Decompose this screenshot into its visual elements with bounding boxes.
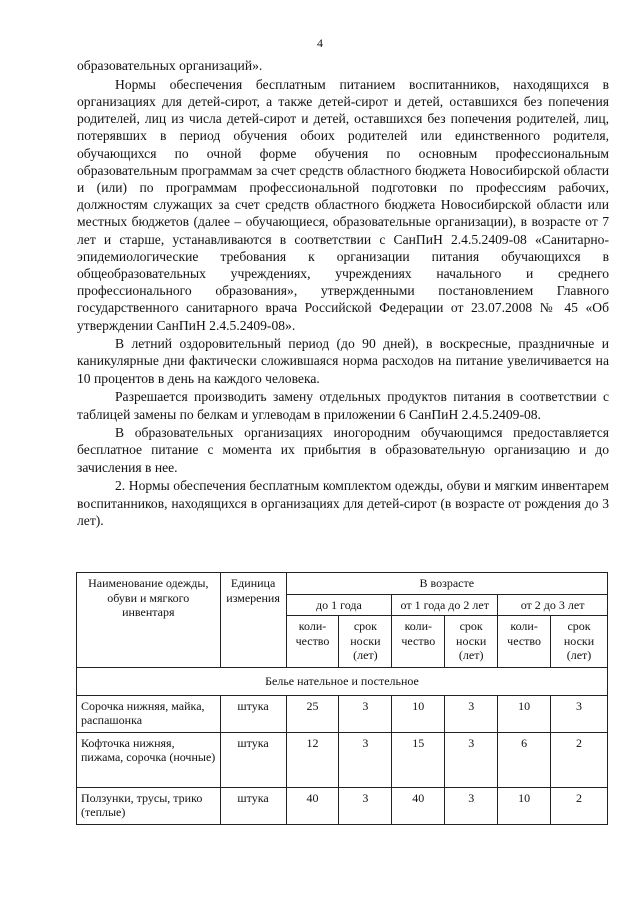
cell: 10: [498, 695, 551, 732]
paragraph: 2. Нормы обеспечения бесплатным комплектом одежды, обуви и мягким инвентарем воспитанников, находящихся в организациях для детей-сирот (в возрасте от рождения до 3 лет).: [77, 478, 609, 528]
header-term: срок носки (лет): [551, 616, 608, 668]
header-qty: коли-чество: [286, 616, 339, 668]
paragraph: Разрешается производить замену отдельных продуктов питания в соответствии с таблицей замены по белкам и углеводам в приложении 6 СанПиН 2.4.5.2409-08.: [77, 389, 609, 422]
section-title: Белье нательное и постельное: [77, 668, 608, 696]
header-unit: Единица измерения: [220, 573, 286, 668]
cell: 40: [286, 787, 339, 824]
cell: 3: [339, 695, 392, 732]
clothing-norms-table: [76, 572, 608, 825]
cell: 6: [498, 732, 551, 787]
header-term: срок носки (лет): [445, 616, 498, 668]
cell: 2: [551, 732, 608, 787]
cell: 3: [339, 732, 392, 787]
cell: 3: [551, 695, 608, 732]
cell: 3: [339, 787, 392, 824]
header-age-0: до 1 года: [286, 594, 392, 616]
header-name: Наименование одежды, обуви и мягкого инвентаря: [77, 573, 221, 668]
row-unit: штука: [220, 732, 286, 787]
document-body: [77, 57, 609, 530]
row-unit: штука: [220, 787, 286, 824]
cell: 3: [445, 787, 498, 824]
paragraph: В летний оздоровительный период (до 90 дней), в воскресные, праздничные и каникулярные дни фактически сложившаяся норма расходов на питание увеличивается на 10 процентов в день на каждого человека.: [77, 336, 609, 386]
header-qty: коли-чество: [498, 616, 551, 668]
cell: 25: [286, 695, 339, 732]
table-row: [77, 695, 608, 732]
header-age-group: В возрасте: [286, 573, 607, 595]
cell: 2: [551, 787, 608, 824]
row-name: Ползунки, трусы, трико (теплые): [77, 787, 221, 824]
cell: 40: [392, 787, 445, 824]
row-name: Сорочка нижняя, майка, распашонка: [77, 695, 221, 732]
row-unit: штука: [220, 695, 286, 732]
cell: 3: [445, 695, 498, 732]
table-row: [77, 787, 608, 824]
cell: 10: [392, 695, 445, 732]
header-qty: коли-чество: [392, 616, 445, 668]
paragraph: Нормы обеспечения бесплатным питанием воспитанников, находящихся в организациях для детей-сирот, а также детей-сирот и детей, оставшихся без попечения родителей, лиц из числа детей-сирот и детей, оставшихся без попечения родителей, лиц, потерявших в период обучения обоих родителей или единственного родителя, обучающихся по очной форме обучения по основным профессиональным образовательным программам за счет средств областного бюджета Новосибирской области и (или) по программам профессиональной подготовки по профессиям рабочих, должностям служащих за счет средств областного бюджета Новосибирской области или местных бюджетов (далее – обучающиеся, образовательные организации), в возрасте от 7 лет и старше, устанавливаются в соответствии с СанПиН 2.4.5.2409-08 «Санитарно-эпидемиологические требования к организации питания обучающихся в общеобразовательных учреждениях, учреждениях начального и среднего профессионального образования», утвержденными постановлением Главного государственного санитарного врача Российской Федерации от 23.07.2008 № 45 «Об утверждении СанПиН 2.4.5.2409-08».: [77, 76, 609, 333]
header-age-2: от 2 до 3 лет: [498, 594, 608, 616]
row-name: Кофточка нижняя, пижама, сорочка (ночные): [77, 732, 221, 787]
page-number: 4: [317, 36, 323, 50]
header-age-1: от 1 года до 2 лет: [392, 594, 498, 616]
cell: 15: [392, 732, 445, 787]
cell: 3: [445, 732, 498, 787]
paragraph: В образовательных организациях иногородним обучающимся предоставляется бесплатное питание с момента их прибытия в образовательную организацию и до зачисления в нее.: [77, 425, 609, 475]
cell: 12: [286, 732, 339, 787]
paragraph: образовательных организаций».: [77, 58, 263, 73]
cell: 10: [498, 787, 551, 824]
header-term: срок носки (лет): [339, 616, 392, 668]
table-row: [77, 732, 608, 787]
